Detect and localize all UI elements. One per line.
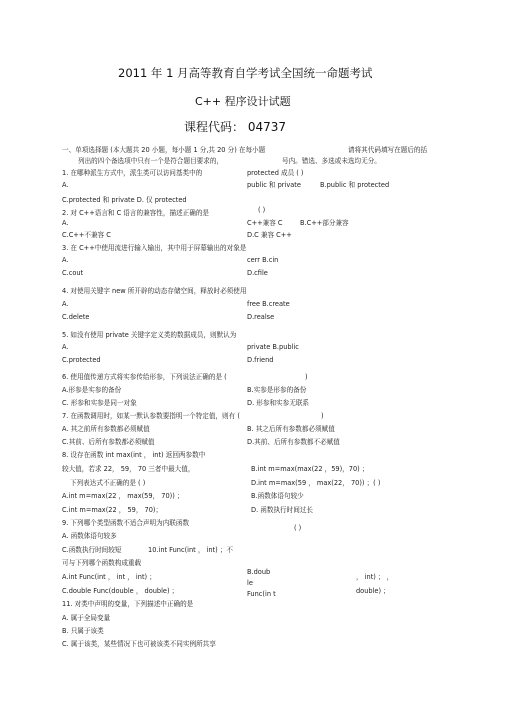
- q4-option-a: free B.create: [247, 300, 290, 308]
- q2-paren: ( ): [258, 206, 266, 214]
- q5-stem: 5. 如没有使用 private 关键字定义类的数据成员，则默认为: [62, 331, 237, 339]
- q9-option-a: A. 函数体语句较多: [62, 532, 117, 540]
- q11-option-b: B. 只属于该类: [62, 627, 104, 635]
- q2-option-c: C.C++不兼容 C: [62, 231, 111, 239]
- exam-subject: C++ 程序设计试题: [195, 95, 291, 108]
- q3-stem: 3. 在 C++中使用流进行输入输出，其中用于屏幕输出的对象是: [62, 244, 247, 252]
- q9-paren: ( ): [294, 524, 302, 532]
- q1-option-a: public 和 private: [247, 181, 301, 189]
- q6-option-a: A.形参是实参的备份: [62, 386, 122, 394]
- q10-option-d-tail: double) ；: [356, 587, 390, 595]
- q10-option-c: C.double Func(double ， double) ；: [62, 587, 179, 595]
- q3-option-d: D.cfile: [247, 269, 268, 277]
- q6-option-b: B.实参是形参的备份: [247, 386, 307, 394]
- q2-option-b: B.C++部分兼容: [300, 219, 349, 227]
- q5-option-d: D.friend: [247, 356, 274, 364]
- q2-a-label: A.: [62, 219, 69, 227]
- q10-stem-2: 可与下列哪个函数构成重载: [62, 559, 142, 567]
- q7-option-d: D.其前、后所有参数都不必赋值: [247, 438, 340, 446]
- q4-option-c: C.delete: [62, 313, 90, 321]
- q1-option-b: B.public 和 protected: [320, 181, 390, 189]
- q3-option-a: cerr B.cin: [247, 256, 279, 264]
- section-heading-line2: 列出的四个备选项中只有一个是符合题目要求的，: [78, 157, 224, 165]
- q5-a-label: A.: [62, 343, 69, 351]
- q1-option-c: C.protected 和 private D. 仅 protected: [62, 196, 187, 204]
- q10-option-b: B.doub le Func(in t: [247, 568, 276, 598]
- q10-option-a: A.int Func(int ， int ， int) ；: [62, 573, 156, 581]
- q5-option-a: private B.public: [247, 343, 299, 351]
- q8-stem-2: 较大值，若求 22， 59， 70 三者中最大值，: [62, 465, 195, 473]
- q3-option-c: C.cout: [62, 269, 84, 277]
- q3-a-label: A.: [62, 256, 69, 264]
- q11-option-a: A. 属于全局变量: [62, 614, 111, 622]
- q7-option-b: B. 其之后所有参数都必须赋值: [247, 425, 335, 433]
- q6-option-c: C. 形参和实参是同一对象: [62, 399, 137, 407]
- q1-stem: 1. 在哪种派生方式中，派生类可以访问基类中的: [62, 169, 203, 177]
- q4-option-d: D.realse: [247, 313, 275, 321]
- q7-option-a: A. 其之前所有参数都必须赋值: [62, 425, 150, 433]
- q2-option-d: D.C 兼容 C++: [247, 231, 292, 239]
- q9-option-b: B.函数体语句较少: [251, 492, 304, 500]
- q9-option-d: D. 函数执行时间过长: [251, 506, 314, 514]
- q8-option-d: D.int m=max(59 ， max(22， 70)) ；( ): [251, 479, 381, 487]
- section-heading-right: 请将其代码填写在题后的括: [348, 146, 428, 154]
- q7-option-c: C.其前、后所有参数都必须赋值: [62, 438, 155, 446]
- q9-stem: 9. 下列哪个类型函数不适合声明为内联函数: [62, 519, 190, 527]
- q8-option-b: B.int m=max(max(22 ，59)，70) ；: [251, 465, 369, 473]
- q8-stem-3: 下列表达式不正确的是 ( ): [70, 479, 146, 487]
- q8-stem: 8. 设存在函数 int max(int ， int) 返回两参数中: [62, 451, 206, 459]
- q10-stem: 10.int Func(int ， int) ；不: [148, 546, 234, 554]
- q6-option-d: D. 形参和实参无联系: [247, 399, 310, 407]
- exam-title: 2011 年 1 月高等教育自学考试全国统一命题考试: [118, 66, 373, 80]
- q9-option-c: C.函数执行时间较短: [62, 546, 122, 554]
- q11-option-c: C. 属于该类，某些情况下也可被该类不同实例所共享: [62, 640, 216, 648]
- q8-option-a: A.int m=max(22 ， max(59， 70)) ；: [62, 492, 184, 500]
- q10-option-b-tail: ， int) ； ，: [356, 573, 394, 581]
- q1-stem-tail: protected 成员 ( ): [247, 169, 304, 177]
- q6-stem: 6. 使用值传递方式将实参传给形参，下列说法正确的是 (: [62, 373, 227, 381]
- section-heading-line2b: 号内。错选、多选或未选均无分。: [282, 157, 381, 165]
- q4-stem: 4. 对使用关键字 new 所开辟的动态存储空间，释放时必须使用: [62, 287, 247, 295]
- q1-a-label: A.: [62, 181, 69, 189]
- q11-stem: 11. 对类中声明的变量，下列描述中正确的是: [62, 600, 194, 608]
- q2-stem: 2. 对 C++语言和 C 语言的兼容性，描述正确的是: [62, 209, 210, 217]
- q7-stem: 7. 在函数调用时，如某一默认参数要指明一个特定值，则有 (: [62, 412, 240, 420]
- q5-option-c: C.protected: [62, 356, 101, 364]
- course-code: 课程代码： 04737: [184, 120, 286, 134]
- q8-option-c: C.int m=max(22 ， 59， 70)；: [62, 506, 163, 514]
- q6-stem-tail: ): [305, 373, 308, 381]
- q7-stem-tail: ): [321, 412, 324, 420]
- section-heading: 一、单项选择题 (本大题共 20 小题，每小题 1 分,共 20 分) 在每小题: [62, 146, 266, 154]
- q4-a-label: A.: [62, 300, 69, 308]
- q2-option-a: C++兼容 C: [247, 219, 283, 227]
